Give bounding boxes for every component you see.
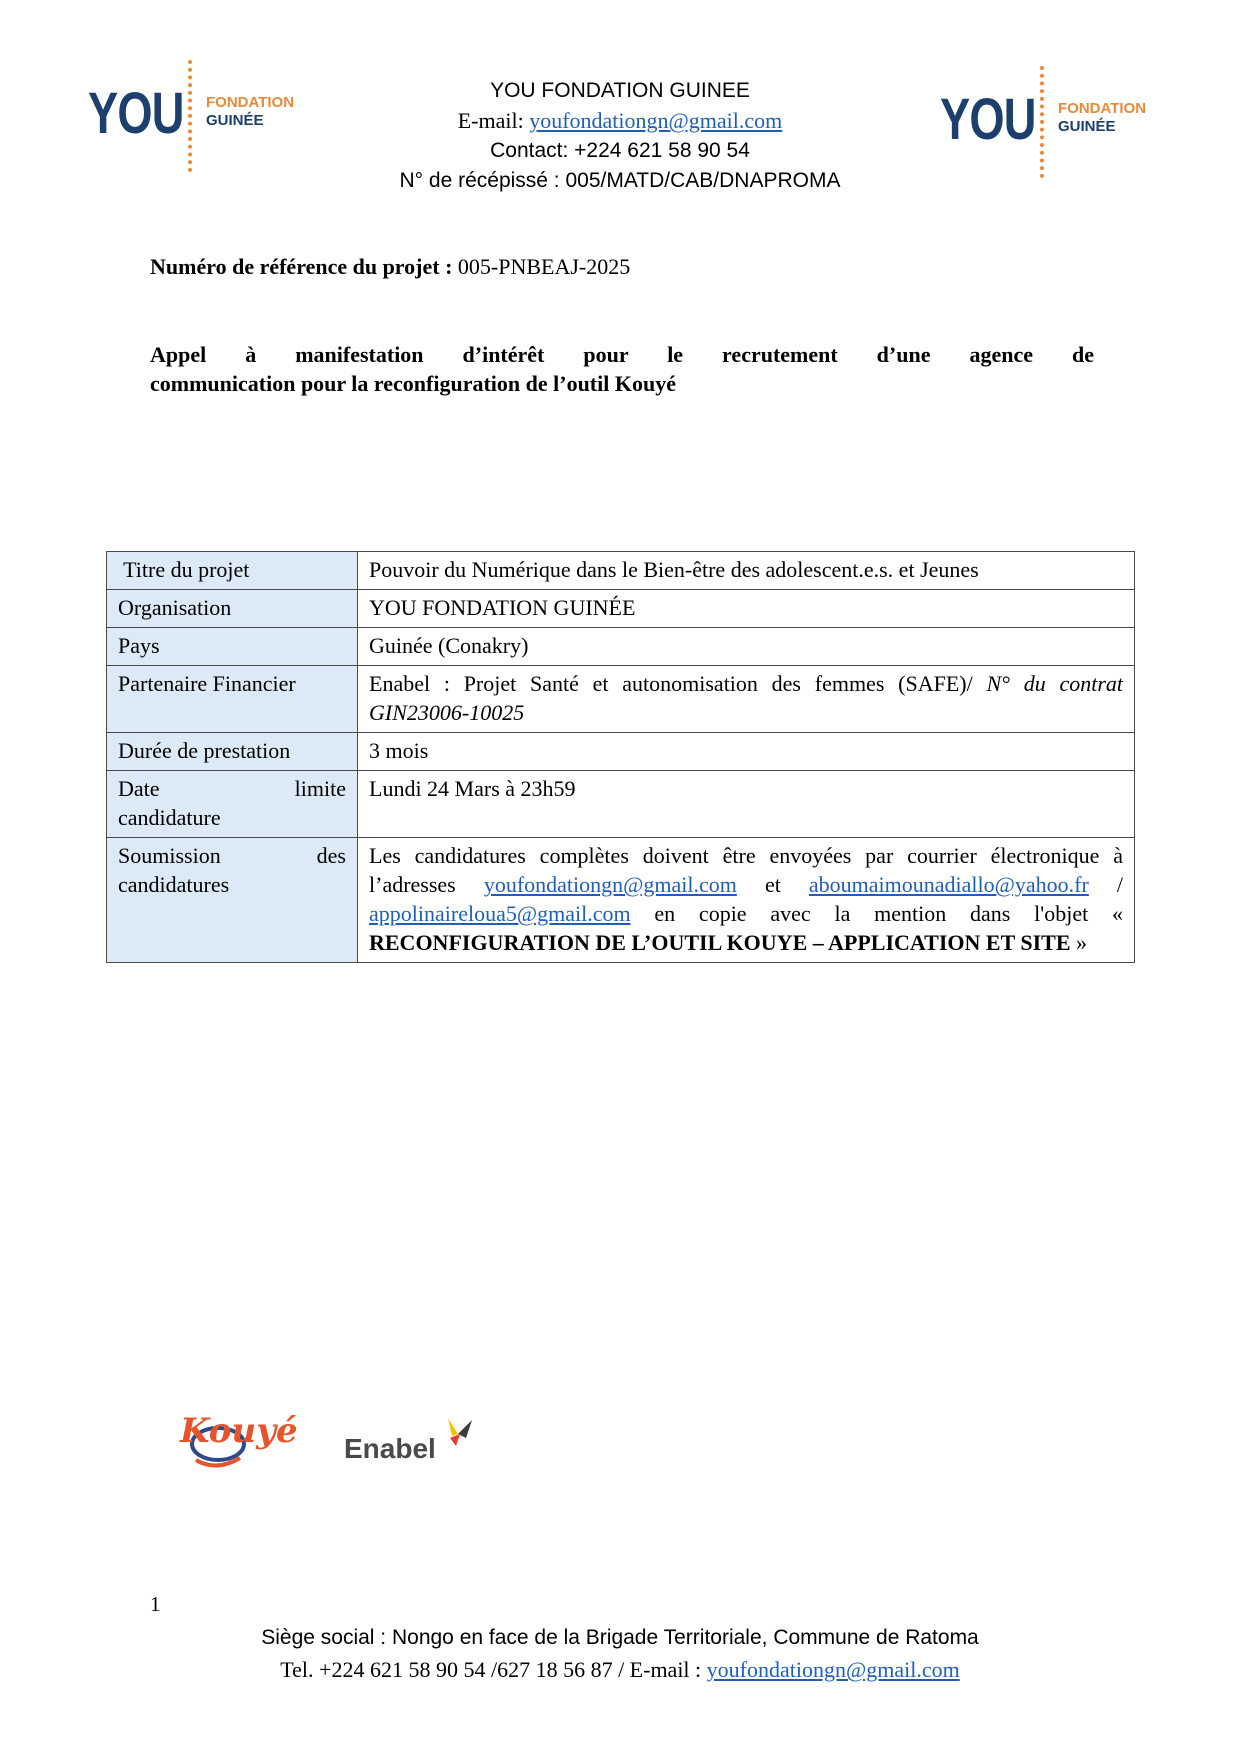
enabel-logo bbox=[344, 1412, 474, 1468]
row-label: Durée de prestation bbox=[107, 733, 358, 771]
funder-value: Enabel : Projet Santé et autonomisation des femmes (SAFE)/ bbox=[369, 671, 973, 696]
contract-number: N° du contrat GIN23006-10025 bbox=[369, 671, 1123, 725]
kouye-logo-text: Kouyé bbox=[180, 1411, 298, 1451]
footer-tel: Tel. +224 621 58 90 54 /627 18 56 87 / E-mail : bbox=[280, 1657, 707, 1682]
table-row bbox=[107, 733, 1135, 771]
label-line-1: Date limite bbox=[118, 776, 346, 801]
email-link-appolinaire[interactable]: appolinaireloua5@gmail.com bbox=[369, 901, 631, 926]
row-label: Titre du projet bbox=[107, 552, 358, 590]
logo-guinee-text: GUINÉE bbox=[1058, 118, 1116, 135]
footer-contact-line bbox=[170, 1654, 1070, 1686]
logo-fondation-text: FONDATION bbox=[206, 94, 295, 111]
header-email-link[interactable]: youfondationgn@gmail.com bbox=[529, 108, 783, 133]
subject-line-2: communication pour la reconfiguration de l’outil Kouyé bbox=[150, 371, 676, 396]
header-recepisse: N° de récépissé : 005/MATD/CAB/DNAPROMA bbox=[399, 169, 841, 192]
row-label: Partenaire Financier bbox=[107, 666, 358, 733]
table-row bbox=[107, 628, 1135, 666]
subject-line-1: Appel à manifestation d’intérêt pour le recrutement d’une agence de bbox=[150, 342, 1094, 367]
kouye-logo bbox=[176, 1400, 298, 1472]
document-subject bbox=[150, 340, 1094, 398]
label-line-2: candidature bbox=[118, 805, 221, 830]
table-row bbox=[107, 552, 1135, 590]
reference-label: Numéro de référence du projet : bbox=[150, 254, 453, 279]
row-value bbox=[358, 838, 1135, 963]
table-row bbox=[107, 838, 1135, 963]
logo-dotted-divider bbox=[188, 60, 192, 172]
enabel-logo-text: Enabel bbox=[344, 1433, 436, 1464]
row-label bbox=[107, 771, 358, 838]
row-value: YOU FONDATION GUINÉE bbox=[358, 590, 1135, 628]
separator: / bbox=[1116, 872, 1123, 897]
logo-fondation-text: FONDATION bbox=[1058, 100, 1147, 117]
table-row bbox=[107, 590, 1135, 628]
submission-text-1: Les candidatures complètes doivent être envoyées par courrier électronique à l’adresses bbox=[369, 843, 1123, 897]
email-link-aboumaimouna[interactable]: aboumaimounadiallo@yahoo.fr bbox=[808, 872, 1089, 897]
table-row bbox=[107, 666, 1135, 733]
row-value bbox=[358, 666, 1135, 733]
page-footer bbox=[170, 1622, 1070, 1686]
footer-address: Siège social : Nongo en face de la Brigade Territoriale, Commune de Ratoma bbox=[261, 1626, 979, 1649]
email-link-youfondation[interactable]: youfondationgn@gmail.com bbox=[483, 872, 737, 897]
submission-text-2: en copie avec la mention dans l'objet « bbox=[654, 901, 1123, 926]
conjunction: et bbox=[764, 872, 781, 897]
project-info-table bbox=[106, 551, 1135, 963]
row-label bbox=[107, 838, 358, 963]
logo-guinee-text: GUINÉE bbox=[206, 112, 264, 129]
page-number: 1 bbox=[150, 1592, 161, 1616]
row-value: Lundi 24 Mars à 23h59 bbox=[358, 771, 1135, 838]
reference-value: 005-PNBEAJ-2025 bbox=[452, 254, 631, 279]
logo-you-text: YOU bbox=[940, 87, 1036, 152]
row-label: Organisation bbox=[107, 590, 358, 628]
closing-quote: » bbox=[1076, 930, 1087, 955]
footer-email-link[interactable]: youfondationgn@gmail.com bbox=[706, 1657, 960, 1682]
email-label: E-mail: bbox=[457, 108, 530, 133]
label-line-2: candidatures bbox=[118, 872, 230, 897]
label-line-1: Soumission des bbox=[118, 843, 346, 868]
logo-you-text: YOU bbox=[88, 81, 184, 146]
header-contact: Contact: +224 621 58 90 54 bbox=[490, 139, 750, 162]
row-label: Pays bbox=[107, 628, 358, 666]
mail-subject-mention: RECONFIGURATION DE L’OUTIL KOUYE – APPLICATION ET SITE bbox=[369, 930, 1071, 955]
row-value: Guinée (Conakry) bbox=[358, 628, 1135, 666]
header-email-line bbox=[320, 106, 920, 136]
header-contact-block bbox=[320, 76, 920, 196]
project-reference bbox=[150, 252, 630, 282]
org-name: YOU FONDATION GUINEE bbox=[490, 79, 750, 102]
row-value: Pouvoir du Numérique dans le Bien-être des adolescent.e.s. et Jeunes bbox=[358, 552, 1135, 590]
logo-dotted-divider bbox=[1040, 66, 1044, 178]
table-row bbox=[107, 771, 1135, 838]
row-value: 3 mois bbox=[358, 733, 1135, 771]
